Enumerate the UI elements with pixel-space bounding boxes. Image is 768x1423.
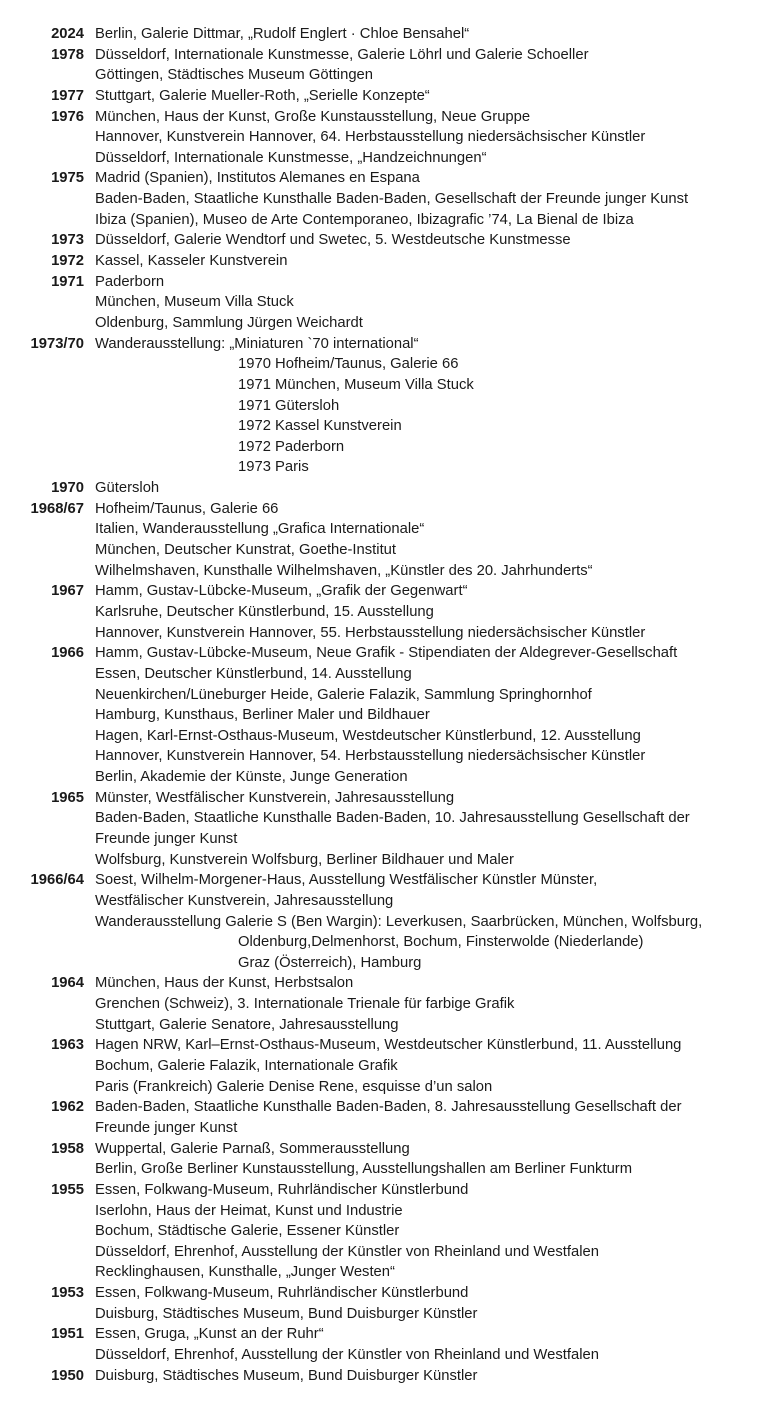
exhibition-subtext: 1972 Paderborn — [238, 438, 345, 455]
exhibition-line — [0, 912, 768, 933]
exhibition-text: Duisburg, Städtisches Museum, Bund Duisburger Künstler — [95, 1305, 478, 1322]
exhibition-line — [0, 168, 768, 189]
exhibition-subtext: 1970 Hofheim/Taunus, Galerie 66 — [238, 356, 459, 373]
exhibition-text: München, Deutscher Kunstrat, Goethe-Institut — [95, 542, 397, 559]
exhibition-line — [0, 499, 768, 520]
exhibition-text: Recklinghausen, Kunsthalle, „Junger Westen“ — [95, 1264, 395, 1281]
exhibition-line — [0, 1035, 768, 1056]
exhibition-line — [0, 1015, 768, 1036]
exhibition-line — [0, 313, 768, 334]
exhibition-text: München, Museum Villa Stuck — [95, 294, 294, 311]
exhibition-line — [0, 251, 768, 272]
exhibition-year: 1970 — [51, 480, 84, 497]
exhibition-line — [0, 65, 768, 86]
exhibition-subline — [0, 396, 768, 417]
exhibition-text: Oldenburg, Sammlung Jürgen Weichardt — [95, 314, 363, 331]
exhibition-line — [0, 808, 768, 829]
exhibition-text: Essen, Folkwang-Museum, Ruhrländischer Künstlerbund — [95, 1285, 469, 1302]
exhibition-text: Iserlohn, Haus der Heimat, Kunst und Industrie — [95, 1202, 403, 1219]
exhibition-line — [0, 127, 768, 148]
exhibition-text: Baden-Baden, Staatliche Kunsthalle Baden-Baden, 10. Jahresausstellung Gesellschaft der — [95, 810, 690, 827]
exhibition-year: 1972 — [51, 253, 84, 270]
exhibition-text: Düsseldorf, Internationale Kunstmesse, Galerie Löhrl und Galerie Schoeller — [95, 46, 589, 63]
exhibition-line — [0, 685, 768, 706]
exhibition-line — [0, 1262, 768, 1283]
exhibition-line — [0, 561, 768, 582]
exhibition-subtext: Oldenburg,Delmenhorst, Bochum, Finsterwolde (Niederlande) — [238, 934, 644, 951]
exhibition-text: München, Haus der Kunst, Große Kunstausstellung, Neue Gruppe — [95, 108, 531, 125]
exhibition-line — [0, 1077, 768, 1098]
exhibition-line — [0, 1201, 768, 1222]
exhibition-line — [0, 891, 768, 912]
exhibition-text: Italien, Wanderausstellung „Grafica Internationale“ — [95, 521, 425, 538]
exhibition-line — [0, 643, 768, 664]
exhibition-line — [0, 189, 768, 210]
exhibition-line — [0, 519, 768, 540]
exhibition-subline — [0, 416, 768, 437]
exhibition-year: 1968/67 — [30, 500, 84, 517]
exhibition-line — [0, 1180, 768, 1201]
exhibition-line — [0, 540, 768, 561]
exhibition-text: Essen, Deutscher Künstlerbund, 14. Ausstellung — [95, 665, 412, 682]
exhibition-line — [0, 1159, 768, 1180]
exhibition-line — [0, 1118, 768, 1139]
exhibition-text: Freunde junger Kunst — [95, 1119, 238, 1136]
exhibition-text: München, Haus der Kunst, Herbstsalon — [95, 975, 354, 992]
exhibition-text: Hamburg, Kunsthaus, Berliner Maler und Bildhauer — [95, 707, 430, 724]
exhibition-text: Bochum, Städtische Galerie, Essener Künstler — [95, 1223, 400, 1240]
exhibition-line — [0, 230, 768, 251]
exhibition-subline — [0, 375, 768, 396]
exhibition-text: Düsseldorf, Ehrenhof, Ausstellung der Künstler von Rheinland und Westfalen — [95, 1347, 599, 1363]
exhibition-year: 1967 — [51, 583, 84, 600]
exhibition-subtext: Graz (Österreich), Hamburg — [238, 954, 422, 971]
exhibition-line — [0, 148, 768, 169]
exhibition-line — [0, 334, 768, 355]
exhibition-line — [0, 1345, 768, 1366]
exhibition-line — [0, 705, 768, 726]
exhibition-text: Bochum, Galerie Falazik, Internationale Grafik — [95, 1058, 398, 1075]
exhibition-text: Gütersloh — [95, 480, 160, 497]
exhibition-year: 1964 — [51, 975, 84, 992]
exhibition-year: 1950 — [51, 1367, 84, 1384]
exhibition-line — [0, 107, 768, 128]
exhibition-line — [0, 1221, 768, 1242]
exhibition-subtext: 1971 München, Museum Villa Stuck — [238, 376, 474, 393]
exhibition-subtext: 1973 Paris — [238, 459, 309, 476]
exhibition-subline — [0, 932, 768, 953]
exhibition-subline — [0, 457, 768, 478]
exhibition-year: 2024 — [51, 26, 84, 42]
exhibition-line — [0, 1324, 768, 1345]
exhibition-year: 1975 — [51, 170, 84, 187]
exhibition-text: Duisburg, Städtisches Museum, Bund Duisburger Künstler — [95, 1367, 478, 1384]
exhibition-text: Wilhelmshaven, Kunsthalle Wilhelmshaven, „Künstler des 20. Jahrhunderts“ — [95, 562, 593, 579]
exhibition-line — [0, 86, 768, 107]
exhibition-text: Essen, Folkwang-Museum, Ruhrländischer Künstlerbund — [95, 1181, 469, 1198]
exhibition-line — [0, 478, 768, 499]
exhibition-text: Göttingen, Städtisches Museum Göttingen — [95, 67, 374, 84]
exhibition-year: 1978 — [51, 46, 84, 63]
exhibition-text: Neuenkirchen/Lüneburger Heide, Galerie Falazik, Sammlung Springhornhof — [95, 686, 592, 703]
exhibition-line — [0, 994, 768, 1015]
exhibition-text: Freunde junger Kunst — [95, 830, 238, 847]
exhibition-line — [0, 1366, 768, 1387]
exhibition-text: Hofheim/Taunus, Galerie 66 — [95, 500, 279, 517]
exhibition-line — [0, 581, 768, 602]
exhibition-line — [0, 1304, 768, 1325]
exhibition-text: Soest, Wilhelm-Morgener-Haus, Ausstellung Westfälischer Künstler Münster, — [95, 872, 598, 889]
exhibition-line — [0, 726, 768, 747]
exhibition-subline — [0, 953, 768, 974]
exhibition-subtext: 1971 Gütersloh — [238, 397, 340, 414]
exhibition-text: Wanderausstellung Galerie S (Ben Wargin): Leverkusen, Saarbrücken, München, Wolfsburg, — [95, 913, 703, 930]
exhibition-text: Hagen NRW, Karl–Ernst-Osthaus-Museum, Westdeutscher Künstlerbund, 11. Ausstellung — [95, 1037, 682, 1054]
exhibition-text: Hagen, Karl-Ernst-Osthaus-Museum, Westdeutscher Künstlerbund, 12. Ausstellung — [95, 727, 641, 744]
exhibition-year: 1965 — [51, 789, 84, 806]
exhibition-year: 1966/64 — [30, 872, 84, 889]
exhibition-text: Berlin, Galerie Dittmar, „Rudolf Englert · Chloe Bensahel“ — [95, 26, 470, 42]
exhibition-line — [0, 24, 768, 45]
exhibition-line — [0, 45, 768, 66]
exhibition-subline — [0, 437, 768, 458]
exhibition-text: Düsseldorf, Internationale Kunstmesse, „Handzeichnungen“ — [95, 149, 487, 166]
exhibition-line — [0, 973, 768, 994]
exhibition-text: Grenchen (Schweiz), 3. Internationale Trienale für farbige Grafik — [95, 996, 515, 1013]
exhibition-text: Wuppertal, Galerie Parnaß, Sommerausstellung — [95, 1140, 410, 1157]
exhibition-year: 1951 — [51, 1326, 84, 1343]
exhibition-line — [0, 1242, 768, 1263]
exhibition-line — [0, 767, 768, 788]
exhibition-text: Hannover, Kunstverein Hannover, 55. Herbstausstellung niedersächsischer Künstler — [95, 624, 646, 641]
exhibition-year: 1977 — [51, 87, 84, 104]
exhibition-text: Hannover, Kunstverein Hannover, 54. Herbstausstellung niedersächsischer Künstler — [95, 748, 646, 765]
exhibition-text: Madrid (Spanien), Institutos Alemanes en Espana — [95, 170, 420, 187]
exhibition-year: 1963 — [51, 1037, 84, 1054]
exhibition-list — [0, 24, 768, 1386]
exhibition-year: 1976 — [51, 108, 84, 125]
exhibition-year: 1973/70 — [30, 335, 84, 352]
exhibition-text: Stuttgart, Galerie Senatore, Jahresausstellung — [95, 1016, 399, 1033]
exhibition-line — [0, 602, 768, 623]
exhibition-line — [0, 746, 768, 767]
exhibition-year: 1973 — [51, 232, 84, 249]
exhibition-line — [0, 829, 768, 850]
exhibition-text: Karlsruhe, Deutscher Künstlerbund, 15. Ausstellung — [95, 603, 434, 620]
exhibition-text: Kassel, Kasseler Kunstverein — [95, 253, 288, 270]
exhibition-text: Hamm, Gustav-Lübcke-Museum, „Grafik der Gegenwart“ — [95, 583, 468, 600]
exhibition-year: 1966 — [51, 645, 84, 662]
exhibition-text: Westfälischer Kunstverein, Jahresausstellung — [95, 892, 394, 909]
exhibition-text: Baden-Baden, Staatliche Kunsthalle Baden-Baden, 8. Jahresausstellung Gesellschaft der — [95, 1099, 682, 1116]
exhibition-text: Berlin, Akademie der Künste, Junge Generation — [95, 769, 408, 786]
exhibition-line — [0, 850, 768, 871]
exhibition-line — [0, 870, 768, 891]
exhibition-subtext: 1972 Kassel Kunstverein — [238, 418, 402, 435]
exhibition-line — [0, 1056, 768, 1077]
exhibition-year: 1953 — [51, 1285, 84, 1302]
exhibition-line — [0, 1139, 768, 1160]
exhibition-text: Paderborn — [95, 273, 165, 290]
exhibition-year: 1955 — [51, 1181, 84, 1198]
exhibition-text: Düsseldorf, Galerie Wendtorf und Swetec, 5. Westdeutsche Kunstmesse — [95, 232, 571, 249]
exhibition-text: Paris (Frankreich) Galerie Denise Rene, esquisse d’un salon — [95, 1078, 493, 1095]
exhibition-text: Wanderausstellung: „Miniaturen `70 international“ — [95, 335, 419, 352]
exhibition-text: Essen, Gruga, „Kunst an der Ruhr“ — [95, 1326, 324, 1343]
exhibition-text: Münster, Westfälischer Kunstverein, Jahresausstellung — [95, 789, 455, 806]
exhibition-text: Stuttgart, Galerie Mueller-Roth, „Serielle Konzepte“ — [95, 87, 430, 104]
exhibition-text: Hannover, Kunstverein Hannover, 64. Herbstausstellung niedersächsischer Künstler — [95, 129, 646, 146]
exhibition-line — [0, 292, 768, 313]
exhibition-year: 1958 — [51, 1140, 84, 1157]
exhibition-line — [0, 623, 768, 644]
exhibition-text: Wolfsburg, Kunstverein Wolfsburg, Berliner Bildhauer und Maler — [95, 851, 514, 868]
exhibition-year: 1971 — [51, 273, 84, 290]
exhibition-line — [0, 272, 768, 293]
exhibition-line — [0, 1097, 768, 1118]
exhibition-line — [0, 664, 768, 685]
exhibition-line — [0, 788, 768, 809]
exhibition-text: Baden-Baden, Staatliche Kunsthalle Baden-Baden, Gesellschaft der Freunde junger Kunst — [95, 191, 689, 208]
exhibition-line — [0, 210, 768, 231]
exhibition-text: Berlin, Große Berliner Kunstausstellung, Ausstellungshallen am Berliner Funkturm — [95, 1161, 633, 1178]
exhibition-text: Düsseldorf, Ehrenhof, Ausstellung der Künstler von Rheinland und Westfalen — [95, 1243, 599, 1260]
exhibition-year: 1962 — [51, 1099, 84, 1116]
exhibition-text: Hamm, Gustav-Lübcke-Museum, Neue Grafik - Stipendiaten der Aldegrever-Gesellschaft — [95, 645, 678, 662]
exhibition-subline — [0, 354, 768, 375]
exhibition-line — [0, 1283, 768, 1304]
exhibition-text: Ibiza (Spanien), Museo de Arte Contemporaneo, Ibizagrafic ’74, La Bienal de Ibiza — [95, 211, 634, 228]
